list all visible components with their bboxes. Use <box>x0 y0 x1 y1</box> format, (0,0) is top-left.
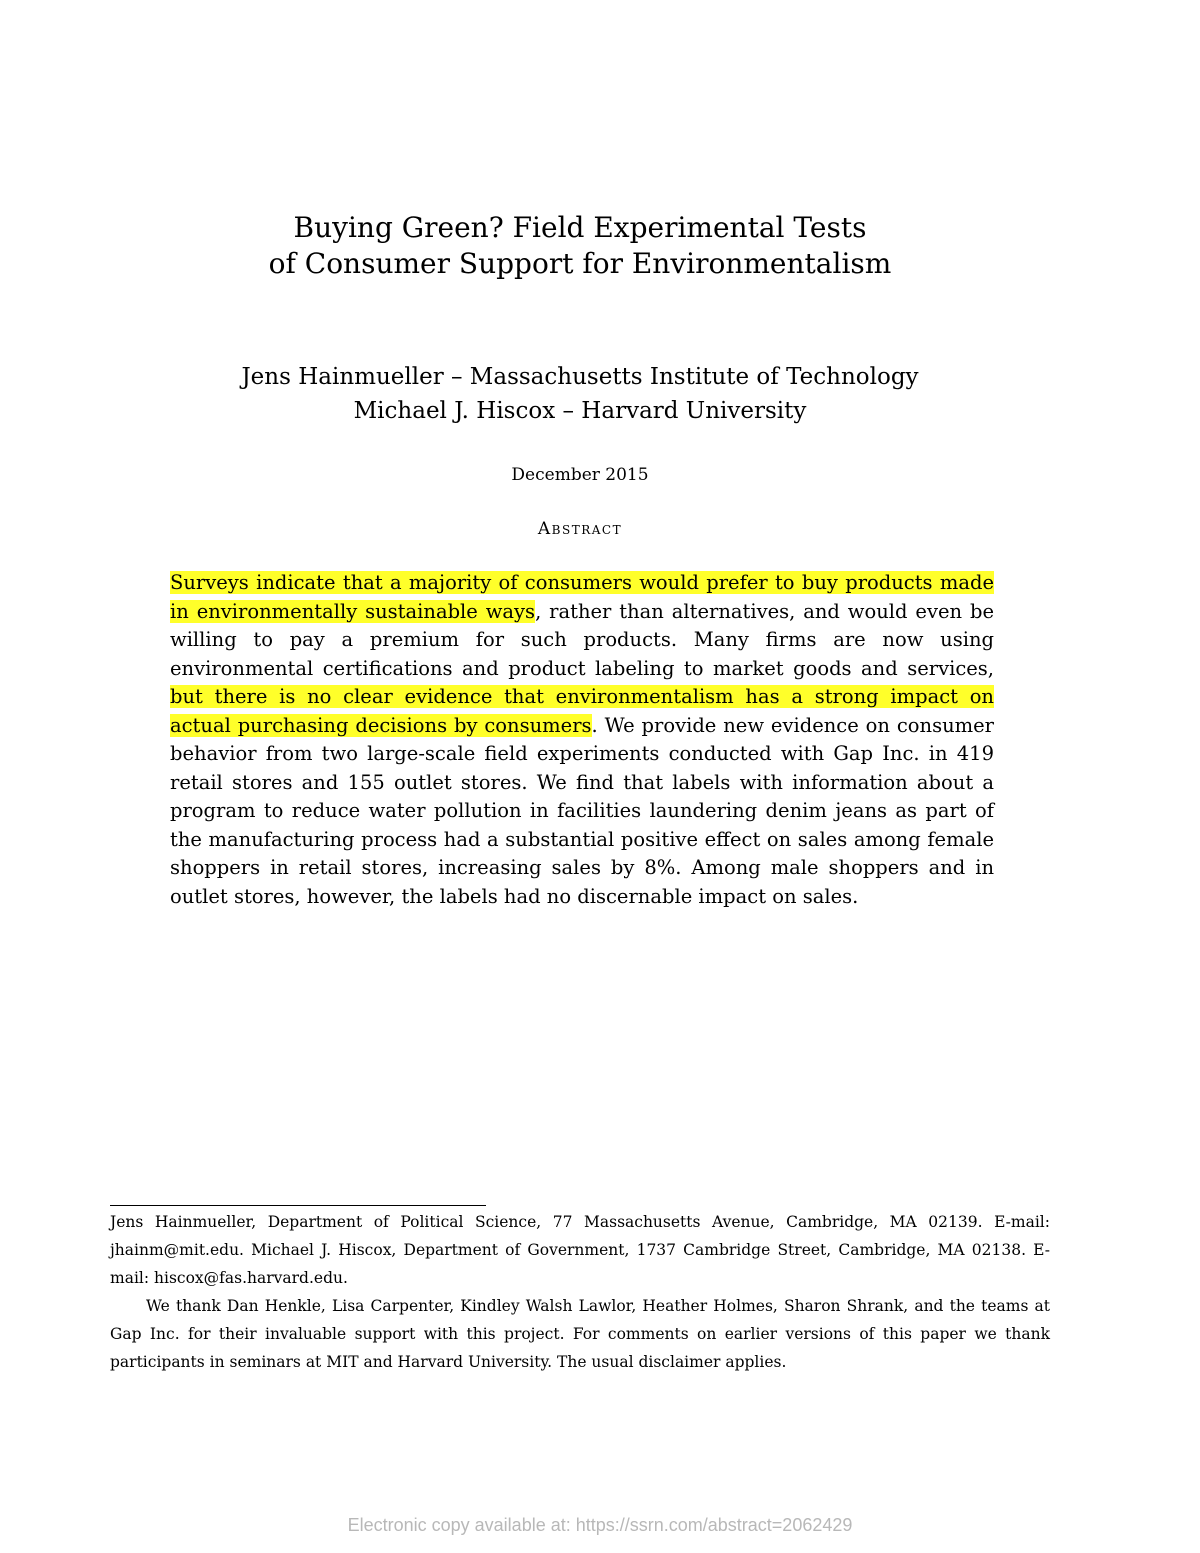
author-list <box>0 360 1160 428</box>
footnote-affiliations: Jens Hainmueller, Department of Political Science, 77 Massachusetts Avenue, Cambridge, MA 02139. E-mail: jhainm@mit.edu. Michael J. Hiscox, Department of Government, 1737 Cambridge Street, Cambridge, MA 02138. E-mail: hiscox@fas.harvard.edu. <box>110 1213 1050 1287</box>
footnote-rule <box>110 1205 486 1206</box>
abstract-heading: Abstract <box>537 519 623 539</box>
author-1: Jens Hainmueller – Massachusetts Institute of Technology <box>241 364 919 390</box>
footnote-acknowledgments: We thank Dan Henkle, Lisa Carpenter, Kindley Walsh Lawlor, Heather Holmes, Sharon Shrank, and the teams at Gap Inc. for their invaluable support with this project. For comments on earlier versions of this paper we thank participants in seminars at MIT and Harvard University. The usual disclaimer applies. <box>110 1297 1050 1371</box>
abstract-highlight-2: but there is no clear evidence that environmentalism has a strong impact on actual purchasing decisions by consumers <box>170 685 994 737</box>
publication-date: December 2015 <box>511 465 649 485</box>
abstract-highlight-1: Surveys indicate that a majority of consumers would prefer to buy products made in environmentally sustainable ways <box>170 571 994 623</box>
abstract-text-2: . We provide new evidence on consumer behavior from two large-scale field experiments conducted with Gap Inc. in 419 retail stores and 155 outlet stores. We find that labels with information about a program to reduce water pollution in facilities laundering denim jeans as part of the manufacturing process had a substantial positive effect on sales among female shoppers in retail stores, increasing sales by 8%. Among male shoppers and in outlet stores, however, the labels had no discernable impact on sales. <box>170 713 994 908</box>
footnotes <box>110 1208 1050 1376</box>
ssrn-watermark: Electronic copy available at: https://ssrn.com/abstract=2062429 <box>347 1515 853 1535</box>
abstract-body <box>170 569 994 911</box>
title-line-1: Buying Green? Field Experimental Tests <box>293 211 867 244</box>
paper-title <box>0 210 1160 282</box>
author-2: Michael J. Hiscox – Harvard University <box>353 398 807 424</box>
title-line-2: of Consumer Support for Environmentalism <box>268 247 892 280</box>
abstract-text-1: , rather than alternatives, and would even be willing to pay a premium for such products. Many firms are now using environmental certifications and product labeling to market goods and services, <box>170 599 994 680</box>
